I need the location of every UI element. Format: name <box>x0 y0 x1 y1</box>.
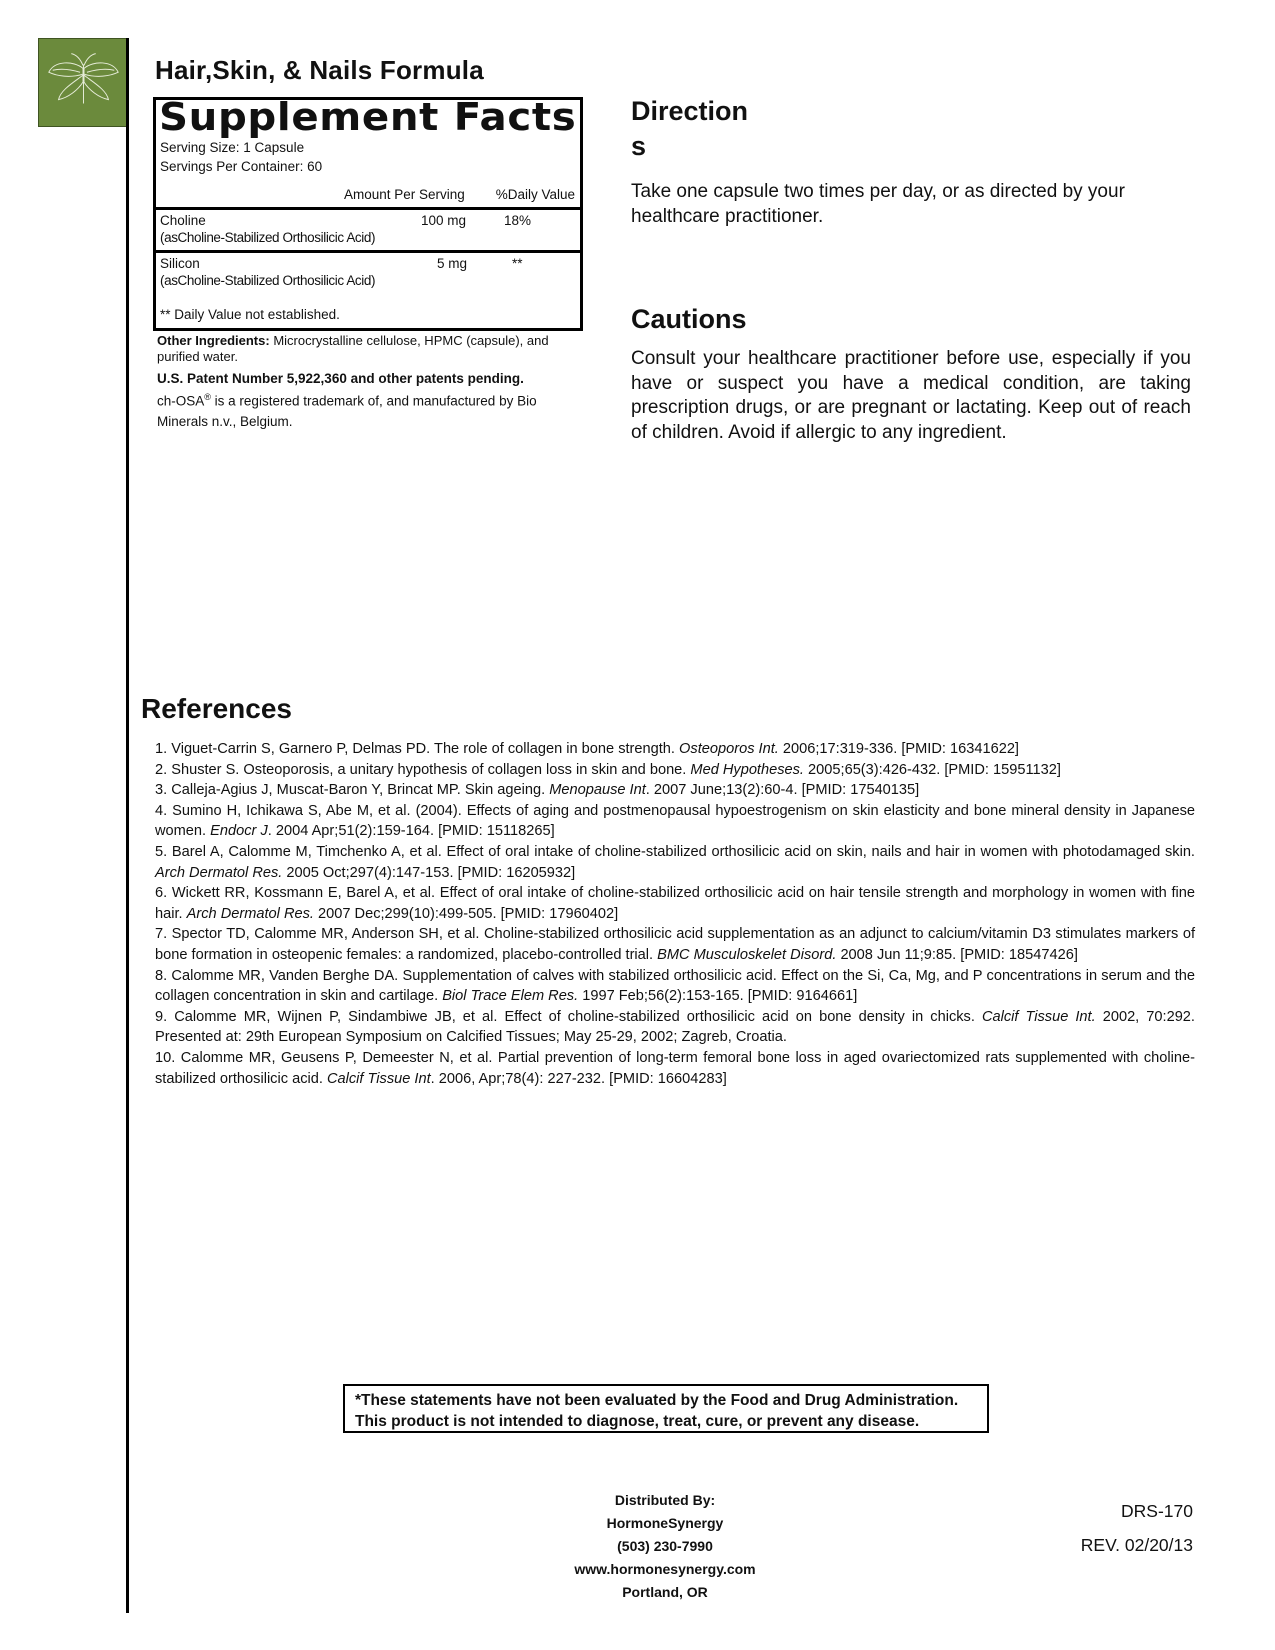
header-rule <box>156 207 580 210</box>
journal-name: Med Hypotheses. <box>690 761 804 778</box>
reference-item: 2. Shuster S. Osteoporosis, a unitary hypothesis of collagen loss in skin and bone. Med Hypotheses. 2005;65(3):426-432. [PMID: 15951132] <box>155 761 1061 778</box>
supplement-facts-title: Supplement Facts <box>159 95 577 139</box>
reference-item: 6. Wickett RR, Kossmann E, Barel A, et al. Effect of oral intake of choline-stabilized orthosilicic acid on hair tensile strength and morphology in women with fine hair. Arch Dermatol Res. 2007 Dec;299(10):499-505. [PMID: 17960402] <box>155 885 1195 922</box>
reference-item: 4. Sumino H, Ichikawa S, Abe M, et al. (2004). Effects of aging and postmenopausal hypoestrogenism on skin elasticity and bone mineral density in Japanese women. Endocr J. 2004 Apr;51(2):159-164. [PMID: 15118265] <box>155 802 1195 840</box>
amount-per-serving-header: Amount Per Serving <box>344 187 465 202</box>
servings-per-container: Servings Per Container: 60 <box>160 159 323 174</box>
moth-logo-icon <box>38 38 129 127</box>
nutrient-name: Choline <box>160 213 206 228</box>
nutrient-dv: 18% <box>504 213 532 228</box>
nutrient-name: Silicon <box>160 256 200 271</box>
nutrient-amount: 5 mg <box>437 256 468 271</box>
trademark-notice <box>157 391 537 432</box>
daily-value-footnote: ** Daily Value not established. <box>160 307 340 322</box>
directions-heading: Direction <box>631 96 749 126</box>
daily-value-header: %Daily Value <box>495 187 575 202</box>
cautions-heading: Cautions <box>631 304 747 334</box>
reference-item: 1. Viguet-Carrin S, Garnero P, Delmas PD. The role of collagen in bone strength. Osteoporos Int. 2006;17:319-336. [PMID: 16341622] <box>155 741 1019 757</box>
reference-item: 3. Calleja-Agius J, Muscat-Baron Y, Brincat MP. Skin ageing. Menopause Int. 2007 June;13(2):60-4. [PMID: 17540135] <box>155 782 920 799</box>
journal-name: Osteoporos Int. <box>679 741 779 757</box>
disclaimer-line: This product is not intended to diagnose, treat, cure, or prevent any disease. <box>355 1413 920 1430</box>
journal-name: Calcif Tissue Int <box>326 1070 431 1087</box>
journal-name: Arch Dermatol Res. <box>155 864 283 881</box>
directions-heading-wrap: s <box>631 131 647 161</box>
trademark-brand: ch-OSA <box>157 393 205 409</box>
trademark-text: is a registered trademark of, and manufactured by Bio Minerals n.v., Belgium. <box>157 393 537 429</box>
cautions-text: Consult your healthcare practitioner before use, especially if you have or suspect you have a medical condition, are taking prescription drugs, or are pregnant or lactating. Keep out of reach of children. Avoid if allergic to any ingredient. <box>631 348 1191 443</box>
distributor-website: www.hormonesynergy.com <box>574 1561 756 1577</box>
product-title: Hair,Skin, & Nails Formula <box>155 55 484 85</box>
serving-size: Serving Size: 1 Capsule <box>160 140 305 155</box>
references-heading: References <box>141 693 292 724</box>
nutrient-dv: ** <box>512 256 523 271</box>
disclaimer-line: *These statements have not been evaluated by the Food and Drug Administration. <box>355 1392 959 1409</box>
directions-text: Take one capsule two times per day, or as directed by your healthcare practitioner. <box>631 181 1125 227</box>
other-ingredients-label: Other Ingredients: <box>157 333 270 348</box>
reference-item: 5. Barel A, Calomme M, Timchenko A, et al. Effect of oral intake of choline-stabilized orthosilicic acid on skin, nails and hair in women with photodamaged skin. Arch Dermatol Res. 2005 Oct;297(4):147-153. [PMID: 16205932] <box>155 843 1195 881</box>
document-code: DRS-170 <box>1121 1501 1193 1521</box>
reference-item: 9. Calomme MR, Wijnen P, Sindambiwe JB, et al. Effect of choline-stabilized orthosilicic acid on bone density in chicks. Calcif Tissue Int. 2002, 70:292. Presented at: 29th European Symposium on Calcified Tissues; May 25-29, 2002; Zagreb, Croatia. <box>155 1008 1195 1046</box>
reference-item: 8. Calomme MR, Vanden Berghe DA. Supplementation of calves with stabilized orthosilicic acid. Effect on the Si, Ca, Mg, and P concentrations in serum and the collagen concentration in skin and cartilage. Biol Trace Elem Res. 1997 Feb;56(2):153-165. [PMID: 9164661] <box>155 967 1195 1005</box>
journal-name: Endocr J <box>210 823 268 840</box>
journal-name: Calcif Tissue Int. <box>981 1008 1096 1025</box>
distributor-block <box>560 1489 770 1604</box>
references-list <box>155 739 1195 1089</box>
revision-date: REV. 02/20/13 <box>1080 1535 1193 1555</box>
registered-mark: ® <box>204 392 211 402</box>
nutrient-source: (asCholine-Stabilized Orthosilicic Acid) <box>160 273 376 288</box>
journal-name: BMC Musculoskelet Disord. <box>657 946 837 963</box>
nutrient-source: (asCholine-Stabilized Orthosilicic Acid) <box>160 230 376 245</box>
fda-disclaimer-box <box>343 1384 989 1433</box>
other-ingredients <box>157 333 589 364</box>
distributor-name: Distributed By: HormoneSynergy <box>606 1492 724 1531</box>
other-ingredients-text: Microcrystalline cellulose, HPMC (capsule), and purified water. <box>157 333 549 364</box>
patent-notice: U.S. Patent Number 5,922,360 and other patents pending. <box>157 371 524 386</box>
journal-name: Menopause Int <box>549 782 646 799</box>
distributor-city: Portland, OR <box>622 1584 708 1600</box>
nutrient-amount: 100 mg <box>421 213 467 228</box>
distributor-phone: (503) 230-7990 <box>617 1538 713 1554</box>
supplement-facts-panel <box>153 97 583 331</box>
reference-item: 7. Spector TD, Calomme MR, Anderson SH, et al. Choline-stabilized orthosilicic acid supplementation as an adjunct to calcium/vitamin D3 stimulates markers of bone formation in osteopenic females: a randomized, placebo-controlled trial. BMC Musculoskelet Disord. 2008 Jun 11;9:85. [PMID: 18547426] <box>155 926 1195 963</box>
moth-logo-graphic <box>39 39 128 126</box>
reference-item: 10. Calomme MR, Geusens P, Demeester N, et al. Partial prevention of long-term femoral bone loss in aged ovariectomized rats supplemented with choline-stabilized orthosilicic acid. Calcif Tissue Int. 2006, Apr;78(4): 227-232. [PMID: 16604283] <box>155 1049 1195 1087</box>
row-rule <box>156 250 580 253</box>
journal-name: Biol Trace Elem Res. <box>442 988 579 1005</box>
journal-name: Arch Dermatol Res. <box>186 905 314 922</box>
left-border-rule <box>126 38 129 1613</box>
